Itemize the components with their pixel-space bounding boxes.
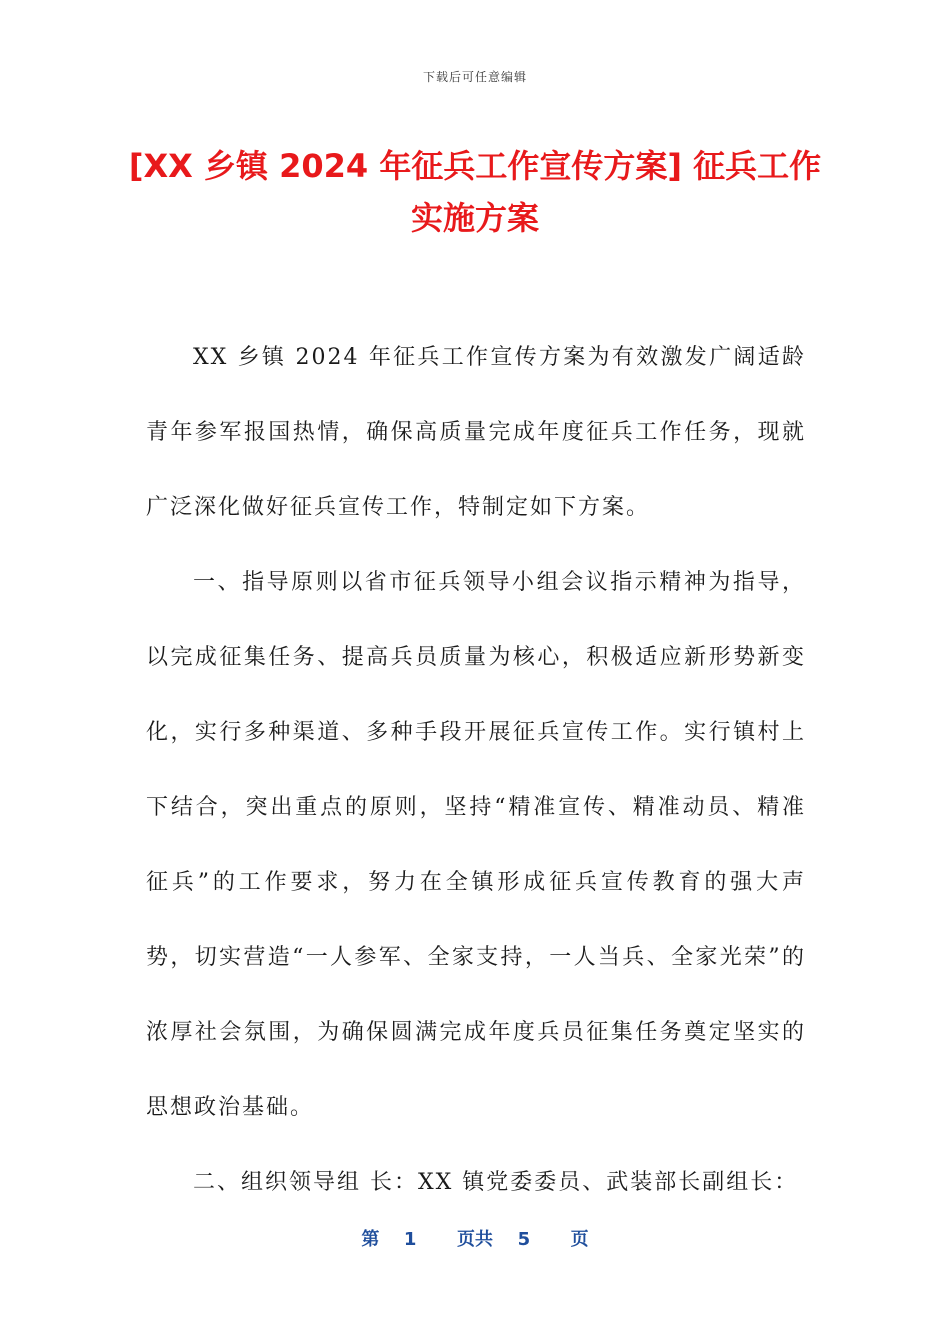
paragraph-guiding-principles: 一、指导原则以省市征兵领导小组会议指示精神为指导，以完成征集任务、提高兵员质量为核心，积极适应新形势新变化，实行多种渠道、多种手段开展征兵宣传工作。实行镇村上下结合，突出重点的原则，坚持“精准宣传、精准动员、精准征兵”的工作要求，努力在全镇形成征兵宣传教育的强大声势，切实营造“一人参军、全家支持，一人当兵、全家光荣”的浓厚社会氛围，为确保圆满完成年度兵员征集任务奠定坚实的思想政治基础。 <box>146 570 806 1120</box>
page-prefix: 第 <box>361 1229 380 1250</box>
page-total-number: 5 <box>517 1229 531 1250</box>
document-title: [XX 乡镇 2024 年征兵工作宣传方案] 征兵工作实施方案 <box>128 147 822 237</box>
paragraph-intro: XX 乡镇 2024 年征兵工作宣传方案为有效激发广阔适龄青年参军报国热情，确保高质量完成年度征兵工作任务，现就广泛深化做好征兵宣传工作，特制定如下方案。 <box>146 345 806 520</box>
page-footer <box>0 1225 950 1251</box>
document-body <box>146 320 806 1220</box>
page-current-number: 1 <box>403 1229 417 1250</box>
header-note: 下载后可任意编辑 <box>422 70 527 84</box>
page-mid-label: 页共 <box>457 1229 493 1250</box>
page-suffix: 页 <box>570 1229 589 1250</box>
paragraph-organization: 二、组织领导组 长：XX 镇党委委员、武装部长副组长： <box>193 1170 799 1195</box>
